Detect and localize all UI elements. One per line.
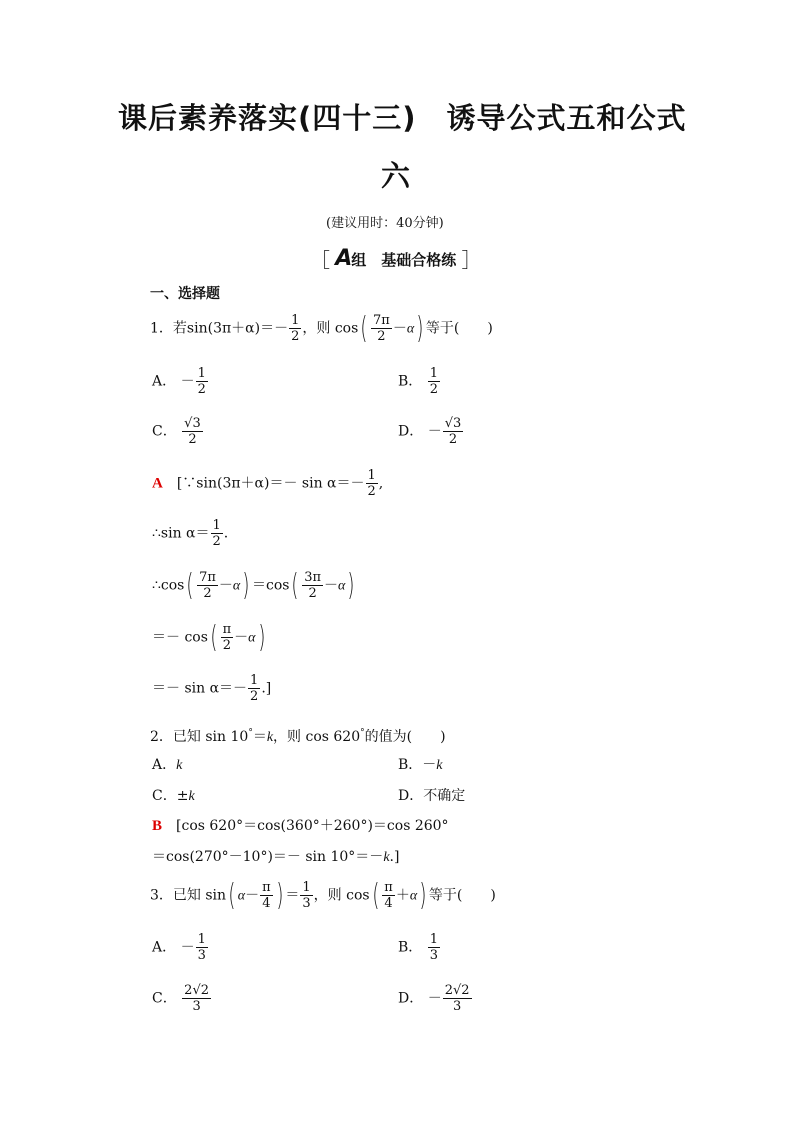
q1-solution-4: ＝－ cos( $\frac{\pi}{2}$ －α)	[152, 619, 265, 655]
time-note: (建议用时：40分钟)	[326, 216, 444, 231]
section-choice: 一、选择题	[150, 286, 220, 302]
q3-option-c: C． $\frac{2√2}{3}$	[152, 983, 209, 1014]
q1-option-a: A． － $\frac{1}{2}$	[152, 366, 206, 397]
q1-solution-3: ∴cos( $\frac{7\pi}{2}$ －α) ＝cos( $\frac{3\pi}{2}$ －α)	[152, 567, 355, 603]
q1-option-d: D． － $\frac{√3}{2}$	[398, 416, 462, 447]
group-label: ［ A组 基础合格练 ］	[310, 246, 482, 272]
page-title-line2: 六	[381, 159, 412, 193]
q1-stem: 1．若sin(3π＋α)＝－ $\frac{1}{2}$ ，则 cos( $\frac{7\pi}{2}$ －α) 等于( )	[150, 310, 493, 346]
q2-option-c: C．±k	[152, 788, 195, 804]
q2-option-d: D．不确定	[398, 788, 466, 804]
q3-stem: 3．已知 sin( α－ $\frac{\pi}{4}$ ) ＝ $\frac{1}{3}$ ，则 cos( $\frac{\pi}{4}$ ＋α) 等于( )	[150, 877, 496, 913]
q2-solution-2: ＝cos(270°－10°)＝－ sin 10°＝－k.]	[152, 849, 400, 865]
group-letter: A	[335, 246, 352, 271]
q2-solution-1: B [cos 620°＝cos(360°＋260°)＝cos 260°	[152, 818, 449, 834]
page-title: 课后素养落实(四十三) 诱导公式五和公式	[118, 101, 687, 135]
q3-option-b: B． $\frac{1}{3}$	[398, 932, 439, 963]
q2-option-a: A．k	[152, 757, 183, 773]
q1-solution-1: A [∵sin(3π＋α)＝－ sin α＝－ $\frac{1}{2}$ ,	[152, 468, 384, 499]
q1-solution-2: ∴sin α＝ $\frac{1}{2}$ .	[152, 518, 229, 549]
q2-answer: B	[152, 818, 163, 834]
q3-option-d: D． － $\frac{2√2}{3}$	[398, 983, 470, 1014]
q1-option-b: B． $\frac{1}{2}$	[398, 366, 439, 397]
q2-stem: 2．已知 sin 10°＝k，则 cos 620°的值为( )	[150, 728, 446, 745]
q3-option-a: A． － $\frac{1}{3}$	[152, 932, 206, 963]
q1-solution-5: ＝－ sin α＝－ $\frac{1}{2}$ .]	[152, 673, 272, 704]
q1-answer: A	[152, 475, 163, 492]
q2-option-b: B．－k	[398, 757, 443, 773]
q1-option-c: C． $\frac{√3}{2}$	[152, 416, 201, 447]
